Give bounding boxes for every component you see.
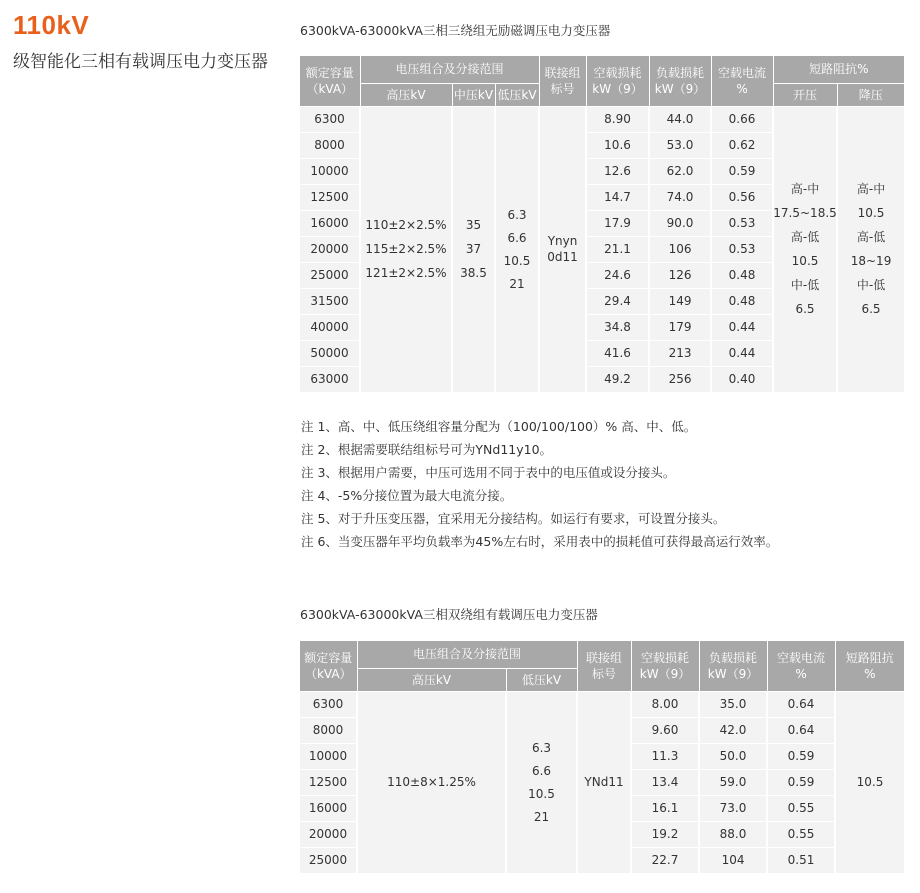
hv-cell: 110±2×2.5% 115±2×2.5% 121±2×2.5% [360,106,452,392]
header-load-loss: 负载损耗 kW（9） [649,56,711,106]
no-load-current-cell: 0.53 [711,236,773,262]
capacity-cell: 63000 [300,366,360,392]
note-item: 注 1、高、中、低压绕组容量分配为（100/100/100）% 高、中、低。 [301,419,697,434]
header-no-load-current: 空载电流 % [711,56,773,106]
capacity-cell: 10000 [300,743,357,769]
capacity-cell: 20000 [300,236,360,262]
step-up-impedance-cell: 高-中 17.5~18.5 高-低 10.5 中-低 6.5 [773,106,837,392]
table2-caption: 6300kVA-63000kVA三相双绕组有载调压电力变压器 [300,607,598,622]
note-item: 注 4、-5%分接位置为最大电流分接。 [301,488,513,503]
no-load-loss-cell: 9.60 [631,717,699,743]
no-load-current-cell: 0.55 [767,795,835,821]
no-load-current-cell: 0.51 [767,847,835,873]
no-load-loss-cell: 19.2 [631,821,699,847]
no-load-current-cell: 0.53 [711,210,773,236]
capacity-cell: 16000 [300,210,360,236]
lv-cell: 6.3 6.6 10.5 21 [506,691,577,873]
no-load-current-cell: 0.66 [711,106,773,132]
no-load-current-cell: 0.59 [767,743,835,769]
header-no-load-loss: 空载损耗 kW（9） [631,641,699,691]
no-load-loss-cell: 8.90 [586,106,649,132]
load-loss-cell: 42.0 [699,717,767,743]
header-lv: 低压kV [495,83,539,106]
load-loss-cell: 53.0 [649,132,711,158]
no-load-loss-cell: 16.1 [631,795,699,821]
load-loss-cell: 88.0 [699,821,767,847]
lv-cell: 6.3 6.6 10.5 21 [495,106,539,392]
capacity-cell: 6300 [300,691,357,717]
no-load-current-cell: 0.48 [711,288,773,314]
header-hv: 高压kV [357,668,506,691]
no-load-current-cell: 0.44 [711,340,773,366]
table2 [300,641,904,874]
no-load-loss-cell: 8.00 [631,691,699,717]
capacity-cell: 25000 [300,262,360,288]
no-load-current-cell: 0.55 [767,821,835,847]
no-load-loss-cell: 49.2 [586,366,649,392]
no-load-loss-cell: 21.1 [586,236,649,262]
no-load-loss-cell: 22.7 [631,847,699,873]
load-loss-cell: 179 [649,314,711,340]
table-row [300,691,904,717]
load-loss-cell: 106 [649,236,711,262]
connection-cell: Ynyn 0d11 [539,106,586,392]
load-loss-cell: 90.0 [649,210,711,236]
capacity-cell: 12500 [300,184,360,210]
load-loss-cell: 50.0 [699,743,767,769]
no-load-current-cell: 0.44 [711,314,773,340]
no-load-loss-cell: 17.9 [586,210,649,236]
load-loss-cell: 44.0 [649,106,711,132]
connection-cell: YNd11 [577,691,631,873]
capacity-cell: 25000 [300,847,357,873]
header-hv: 高压kV [360,83,452,106]
load-loss-cell: 213 [649,340,711,366]
header-capacity: 额定容量 （kVA） [300,641,357,691]
capacity-cell: 31500 [300,288,360,314]
no-load-current-cell: 0.64 [767,717,835,743]
header-mv: 中压kV [452,83,495,106]
header-lv: 低压kV [506,668,577,691]
header-step-up: 开压 [773,83,837,106]
capacity-cell: 40000 [300,314,360,340]
note-item: 注 2、根据需要联结组标号可为YNd11y10。 [301,442,553,457]
load-loss-cell: 35.0 [699,691,767,717]
no-load-current-cell: 0.64 [767,691,835,717]
no-load-current-cell: 0.59 [711,158,773,184]
note-item: 注 5、对于升压变压器，宜采用无分接结构。如运行有要求，可设置分接头。 [301,511,726,526]
header-impedance: 短路阻抗 % [835,641,904,691]
no-load-loss-cell: 12.6 [586,158,649,184]
impedance-cell: 10.5 [835,691,904,873]
load-loss-cell: 256 [649,366,711,392]
header-voltage-group: 电压组合及分接范围 [360,56,539,83]
header-connection: 联接组 标号 [539,56,586,106]
header-step-down: 降压 [837,83,904,106]
header-connection: 联接组 标号 [577,641,631,691]
no-load-loss-cell: 34.8 [586,314,649,340]
capacity-cell: 12500 [300,769,357,795]
no-load-loss-cell: 14.7 [586,184,649,210]
no-load-loss-cell: 10.6 [586,132,649,158]
table-row [300,106,904,132]
load-loss-cell: 104 [699,847,767,873]
header-no-load-loss: 空载损耗 kW（9） [586,56,649,106]
note-item: 注 3、根据用户需要，中压可选用不同于表中的电压值或设分接头。 [301,465,676,480]
header-no-load-current: 空载电流 % [767,641,835,691]
hv-cell: 110±8×1.25% [357,691,506,873]
notes [301,415,778,553]
mv-cell: 35 37 38.5 [452,106,495,392]
no-load-loss-cell: 11.3 [631,743,699,769]
load-loss-cell: 73.0 [699,795,767,821]
no-load-current-cell: 0.59 [767,769,835,795]
header-voltage-group: 电压组合及分接范围 [357,641,577,668]
load-loss-cell: 59.0 [699,769,767,795]
no-load-loss-cell: 13.4 [631,769,699,795]
capacity-cell: 6300 [300,106,360,132]
table1 [300,56,904,393]
page-title: 110kV [13,10,90,40]
header-impedance: 短路阻抗% [773,56,904,83]
load-loss-cell: 62.0 [649,158,711,184]
table1-caption: 6300kVA-63000kVA三相三绕组无励磁调压电力变压器 [300,23,611,38]
no-load-current-cell: 0.62 [711,132,773,158]
note-item: 注 6、当变压器年平均负载率为45%左右时，采用表中的损耗值可获得最高运行效率。 [301,534,779,549]
no-load-current-cell: 0.48 [711,262,773,288]
header-capacity: 额定容量 （kVA） [300,56,360,106]
capacity-cell: 50000 [300,340,360,366]
no-load-loss-cell: 41.6 [586,340,649,366]
capacity-cell: 8000 [300,132,360,158]
capacity-cell: 20000 [300,821,357,847]
capacity-cell: 10000 [300,158,360,184]
page-subtitle: 级智能化三相有载调压电力变压器 [13,52,268,72]
no-load-loss-cell: 24.6 [586,262,649,288]
header-load-loss: 负载损耗 kW（9） [699,641,767,691]
no-load-current-cell: 0.56 [711,184,773,210]
capacity-cell: 8000 [300,717,357,743]
step-down-impedance-cell: 高-中 10.5 高-低 18~19 中-低 6.5 [837,106,904,392]
no-load-loss-cell: 29.4 [586,288,649,314]
load-loss-cell: 126 [649,262,711,288]
load-loss-cell: 74.0 [649,184,711,210]
no-load-current-cell: 0.40 [711,366,773,392]
load-loss-cell: 149 [649,288,711,314]
capacity-cell: 16000 [300,795,357,821]
